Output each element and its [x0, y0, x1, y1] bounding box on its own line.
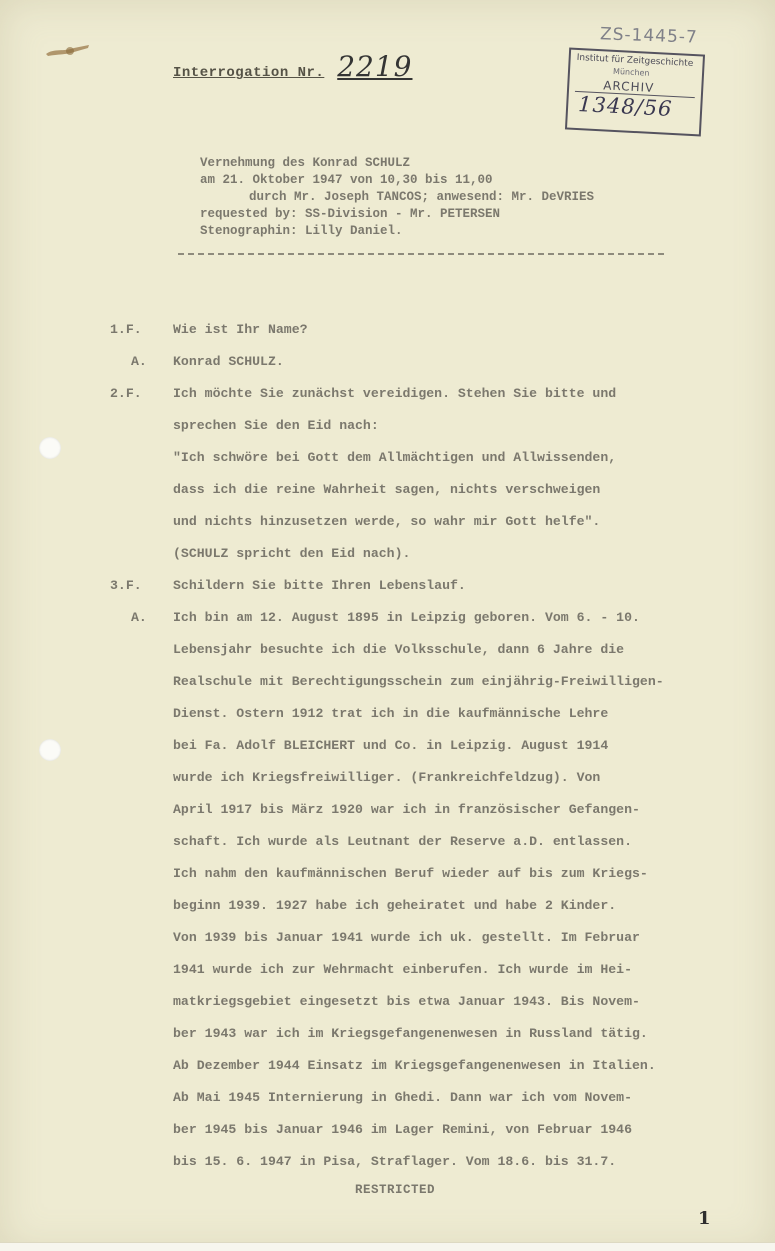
answer-marker: A. — [131, 610, 147, 625]
transcript-line — [0, 642, 775, 674]
transcript-text: beginn 1939. 1927 habe ich geheiratet und habe 2 Kinder. — [173, 898, 617, 913]
transcript-line — [0, 546, 775, 578]
transcript-line — [0, 578, 775, 610]
transcript-text: Ich möchte Sie zunächst vereidigen. Stehen Sie bitte und — [173, 386, 617, 401]
transcript-body — [0, 322, 775, 1186]
transcript-text: ber 1943 war ich im Kriegsgefangenenwesen in Russland tätig. — [173, 1026, 648, 1041]
transcript-text: wurde ich Kriegsfreiwilliger. (Frankreichfeldzug). Von — [173, 770, 601, 785]
transcript-line — [0, 834, 775, 866]
transcript-text: April 1917 bis März 1920 war ich in französischer Gefangen- — [173, 802, 640, 817]
archive-stamp — [565, 47, 705, 136]
transcript-text: dass ich die reine Wahrheit sagen, nichts verschweigen — [173, 482, 601, 497]
transcript-line — [0, 994, 775, 1026]
transcript-text: Ich bin am 12. August 1895 in Leipzig geboren. Vom 6. - 10. — [173, 610, 640, 625]
transcript-text: Konrad SCHULZ. — [173, 354, 284, 369]
transcript-line — [0, 482, 775, 514]
transcript-line — [0, 898, 775, 930]
transcript-line — [0, 514, 775, 546]
transcript-line — [0, 962, 775, 994]
archive-reference-handwritten: ZS-1445-7 — [599, 24, 699, 48]
header-divider — [178, 253, 664, 255]
transcript-text: "Ich schwöre bei Gott dem Allmächtigen und Allwissenden, — [173, 450, 617, 465]
transcript-line — [0, 770, 775, 802]
transcript-line — [0, 802, 775, 834]
question-marker: 1.F. — [110, 322, 142, 337]
page-edge — [0, 1242, 775, 1251]
answer-marker: A. — [131, 354, 147, 369]
transcript-text: und nichts hinzusetzen werde, so wahr mir Gott helfe". — [173, 514, 601, 529]
transcript-line — [0, 866, 775, 898]
header-line: requested by: SS-Division - Mr. PETERSEN — [200, 207, 501, 221]
header-line: am 21. Oktober 1947 von 10,30 bis 11,00 — [200, 173, 493, 187]
interrogation-label: Interrogation Nr. — [173, 65, 325, 81]
transcript-text: bis 15. 6. 1947 in Pisa, Straflager. Vom 18.6. bis 31.7. — [173, 1154, 617, 1169]
header-line: Stenographin: Lilly Daniel. — [200, 224, 403, 238]
header-line: Vernehmung des Konrad SCHULZ — [200, 156, 411, 170]
transcript-text: sprechen Sie den Eid nach: — [173, 418, 379, 433]
transcript-line — [0, 418, 775, 450]
interrogation-header — [200, 155, 594, 240]
transcript-line — [0, 354, 775, 386]
transcript-text: ber 1945 bis Januar 1946 im Lager Remini, von Februar 1946 — [173, 1122, 632, 1137]
question-marker: 3.F. — [110, 578, 142, 593]
stamp-number: 1348/56 — [577, 92, 674, 121]
transcript-line — [0, 450, 775, 482]
transcript-line — [0, 1090, 775, 1122]
question-marker: 2.F. — [110, 386, 142, 401]
ink-blot-mark — [44, 42, 94, 62]
page-number: 1 — [698, 1208, 711, 1229]
stamp-city: München — [612, 66, 650, 78]
transcript-text: Realschule mit Berechtigungsschein zum einjährig-Freiwilligen- — [173, 674, 664, 689]
transcript-text: Lebensjahr besuchte ich die Volksschule, dann 6 Jahre die — [173, 642, 625, 657]
interrogation-title — [173, 50, 413, 83]
stamp-institute: Institut für Zeitgeschichte — [576, 52, 694, 70]
transcript-text: (SCHULZ spricht den Eid nach). — [173, 546, 411, 561]
transcript-line — [0, 1154, 775, 1186]
transcript-text: Ab Mai 1945 Internierung in Ghedi. Dann war ich vom Novem- — [173, 1090, 632, 1105]
transcript-line — [0, 1026, 775, 1058]
transcript-line — [0, 1122, 775, 1154]
transcript-line — [0, 738, 775, 770]
transcript-line — [0, 322, 775, 354]
transcript-text: Von 1939 bis Januar 1941 wurde ich uk. gestellt. Im Februar — [173, 930, 640, 945]
transcript-text: 1941 wurde ich zur Wehrmacht einberufen. Ich wurde im Hei- — [173, 962, 632, 977]
transcript-line — [0, 386, 775, 418]
transcript-line — [0, 930, 775, 962]
header-line: durch Mr. Joseph TANCOS; anwesend: Mr. DeVRIES — [249, 190, 595, 204]
transcript-text: bei Fa. Adolf BLEICHERT und Co. in Leipzig. August 1914 — [173, 738, 609, 753]
transcript-line — [0, 706, 775, 738]
interrogation-number: 2219 — [337, 50, 413, 83]
transcript-text: Ab Dezember 1944 Einsatz im Kriegsgefangenenwesen in Italien. — [173, 1058, 656, 1073]
stamp-archiv: ARCHIV — [602, 78, 655, 95]
transcript-line — [0, 610, 775, 642]
transcript-text: Dienst. Ostern 1912 trat ich in die kaufmännische Lehre — [173, 706, 609, 721]
classification-footer: RESTRICTED — [355, 1183, 436, 1197]
transcript-text: Ich nahm den kaufmännischen Beruf wieder auf bis zum Kriegs- — [173, 866, 648, 881]
transcript-text: schaft. Ich wurde als Leutnant der Reserve a.D. entlassen. — [173, 834, 632, 849]
transcript-text: Wie ist Ihr Name? — [173, 322, 308, 337]
transcript-line — [0, 674, 775, 706]
transcript-line — [0, 1058, 775, 1090]
transcript-text: matkriegsgebiet eingesetzt bis etwa Januar 1943. Bis Novem- — [173, 994, 640, 1009]
transcript-text: Schildern Sie bitte Ihren Lebenslauf. — [173, 578, 466, 593]
